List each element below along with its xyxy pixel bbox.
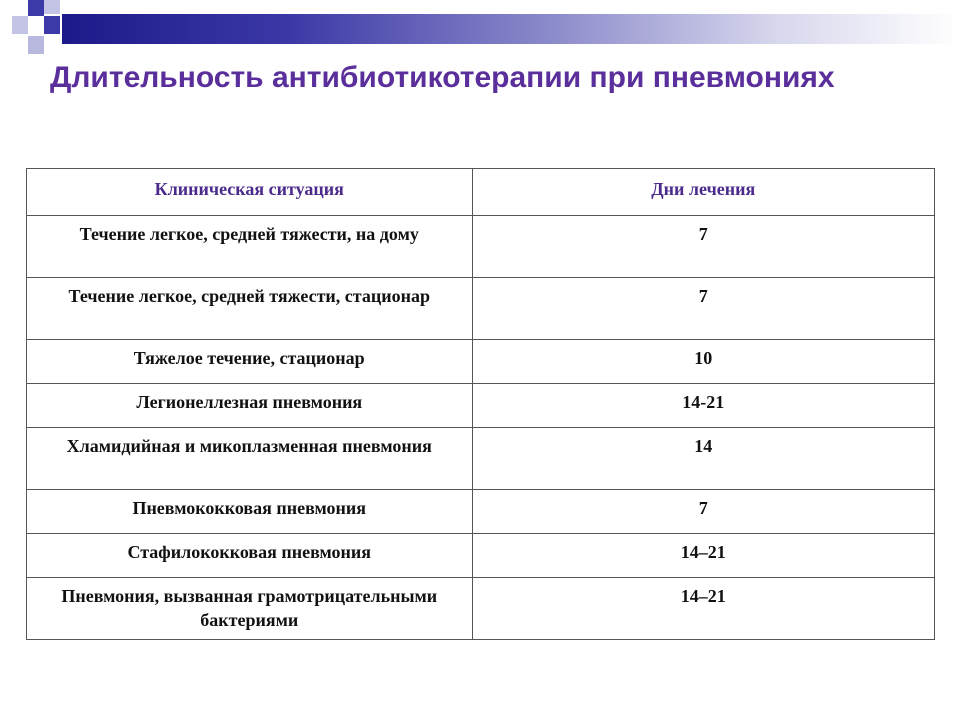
table-row xyxy=(27,216,935,278)
treatment-duration-table xyxy=(26,168,935,640)
table-row xyxy=(27,428,935,490)
days-cell: 7 xyxy=(472,278,935,340)
table-row xyxy=(27,278,935,340)
days-cell: 14 xyxy=(472,428,935,490)
situation-cell: Хламидийная и микоплазменная пневмония xyxy=(27,428,473,490)
table-row xyxy=(27,490,935,534)
days-cell: 14–21 xyxy=(472,534,935,578)
days-cell: 7 xyxy=(472,216,935,278)
corner-square-2 xyxy=(44,0,60,14)
corner-square-3 xyxy=(12,16,28,34)
table-header-row xyxy=(27,169,935,216)
corner-square-4 xyxy=(44,16,60,34)
situation-cell: Пневмония, вызванная грамотрицательными бактериями xyxy=(27,578,473,640)
table-row xyxy=(27,578,935,640)
slide-title: Длительность антибиотикотерапии при пневмониях xyxy=(50,61,835,94)
table-row xyxy=(27,534,935,578)
corner-square-5 xyxy=(28,36,44,54)
corner-square-1 xyxy=(28,0,44,16)
days-cell: 7 xyxy=(472,490,935,534)
situation-cell: Легионеллезная пневмония xyxy=(27,384,473,428)
table-row xyxy=(27,384,935,428)
table-row xyxy=(27,340,935,384)
header-treatment-days: Дни лечения xyxy=(472,169,935,216)
days-cell: 10 xyxy=(472,340,935,384)
situation-cell: Пневмококковая пневмония xyxy=(27,490,473,534)
situation-cell: Течение легкое, средней тяжести, стационар xyxy=(27,278,473,340)
situation-cell: Стафилококковая пневмония xyxy=(27,534,473,578)
header-clinical-situation: Клиническая ситуация xyxy=(27,169,473,216)
days-cell: 14-21 xyxy=(472,384,935,428)
situation-cell: Течение легкое, средней тяжести, на дому xyxy=(27,216,473,278)
title-gradient-bar xyxy=(62,14,960,44)
days-cell: 14–21 xyxy=(472,578,935,640)
situation-cell: Тяжелое течение, стационар xyxy=(27,340,473,384)
